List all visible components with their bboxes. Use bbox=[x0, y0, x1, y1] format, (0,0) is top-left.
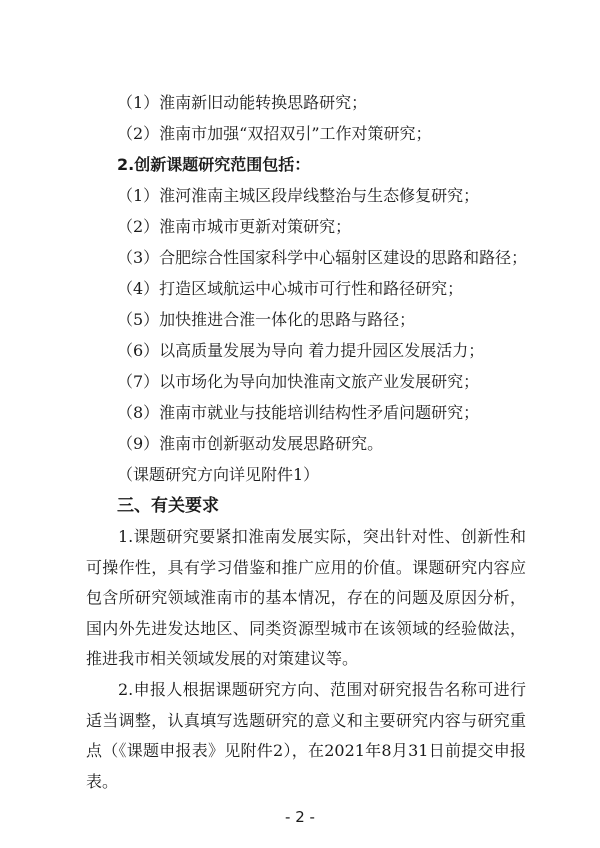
requirement-paragraph-1: 1.课题研究要紧扣淮南发展实际，突出针对性、创新性和可操作性，具有学习借鉴和推广应用的价值。课题研究内容应包含所研究领域淮南市的基本情况，存在的问题及原因分析，国内外先进发达地区、同类资源型城市在该领域的经验做法，推进我市相关领域发展的对策建议等。 bbox=[86, 527, 526, 668]
list-item-2-7: （7）以市场化为导向加快淮南文旅产业发展研究； bbox=[117, 372, 480, 391]
list-item-2-5: （5）加快推进合淮一体化的思路与路径； bbox=[117, 310, 416, 329]
page-number: - 2 - bbox=[285, 808, 315, 826]
attachment-note: （课题研究方向详见附件1） bbox=[117, 465, 320, 484]
list-item-2-3: （3）合肥综合性国家科学中心辐射区建设的思路和路径； bbox=[117, 248, 528, 267]
list-item-2-6: （6）以高质量发展为导向 着力提升园区发展活力； bbox=[117, 341, 485, 360]
list-item-2-8: （8）淮南市就业与技能培训结构性矛盾问题研究； bbox=[117, 403, 480, 422]
requirement-paragraph-2: 2.申报人根据课题研究方向、范围对研究报告名称可进行适当调整，认真填写选题研究的意义和主要研究内容与研究重点（《课题申报表》见附件2），在2021年8月31日前提交申报表。 bbox=[86, 680, 526, 791]
list-item-2-9: （9）淮南市创新驱动发展思路研究。 bbox=[117, 434, 384, 453]
section-three-heading: 三、有关要求 bbox=[117, 496, 219, 516]
list-item-2-1: （1）淮河淮南主城区段岸线整治与生态修复研究； bbox=[117, 186, 480, 205]
list-item-1-1: （1）淮南新旧动能转换思路研究； bbox=[117, 93, 368, 112]
list-item-2-2: （2）淮南市城市更新对策研究； bbox=[117, 217, 352, 236]
list-item-1-2: （2）淮南市加强“双招双引”工作对策研究； bbox=[117, 124, 432, 143]
list-item-2-4: （4）打造区域航运中心城市可行性和路径研究； bbox=[117, 279, 464, 298]
subheading-innovation-topics: 2.创新课题研究范围包括： bbox=[117, 155, 311, 174]
